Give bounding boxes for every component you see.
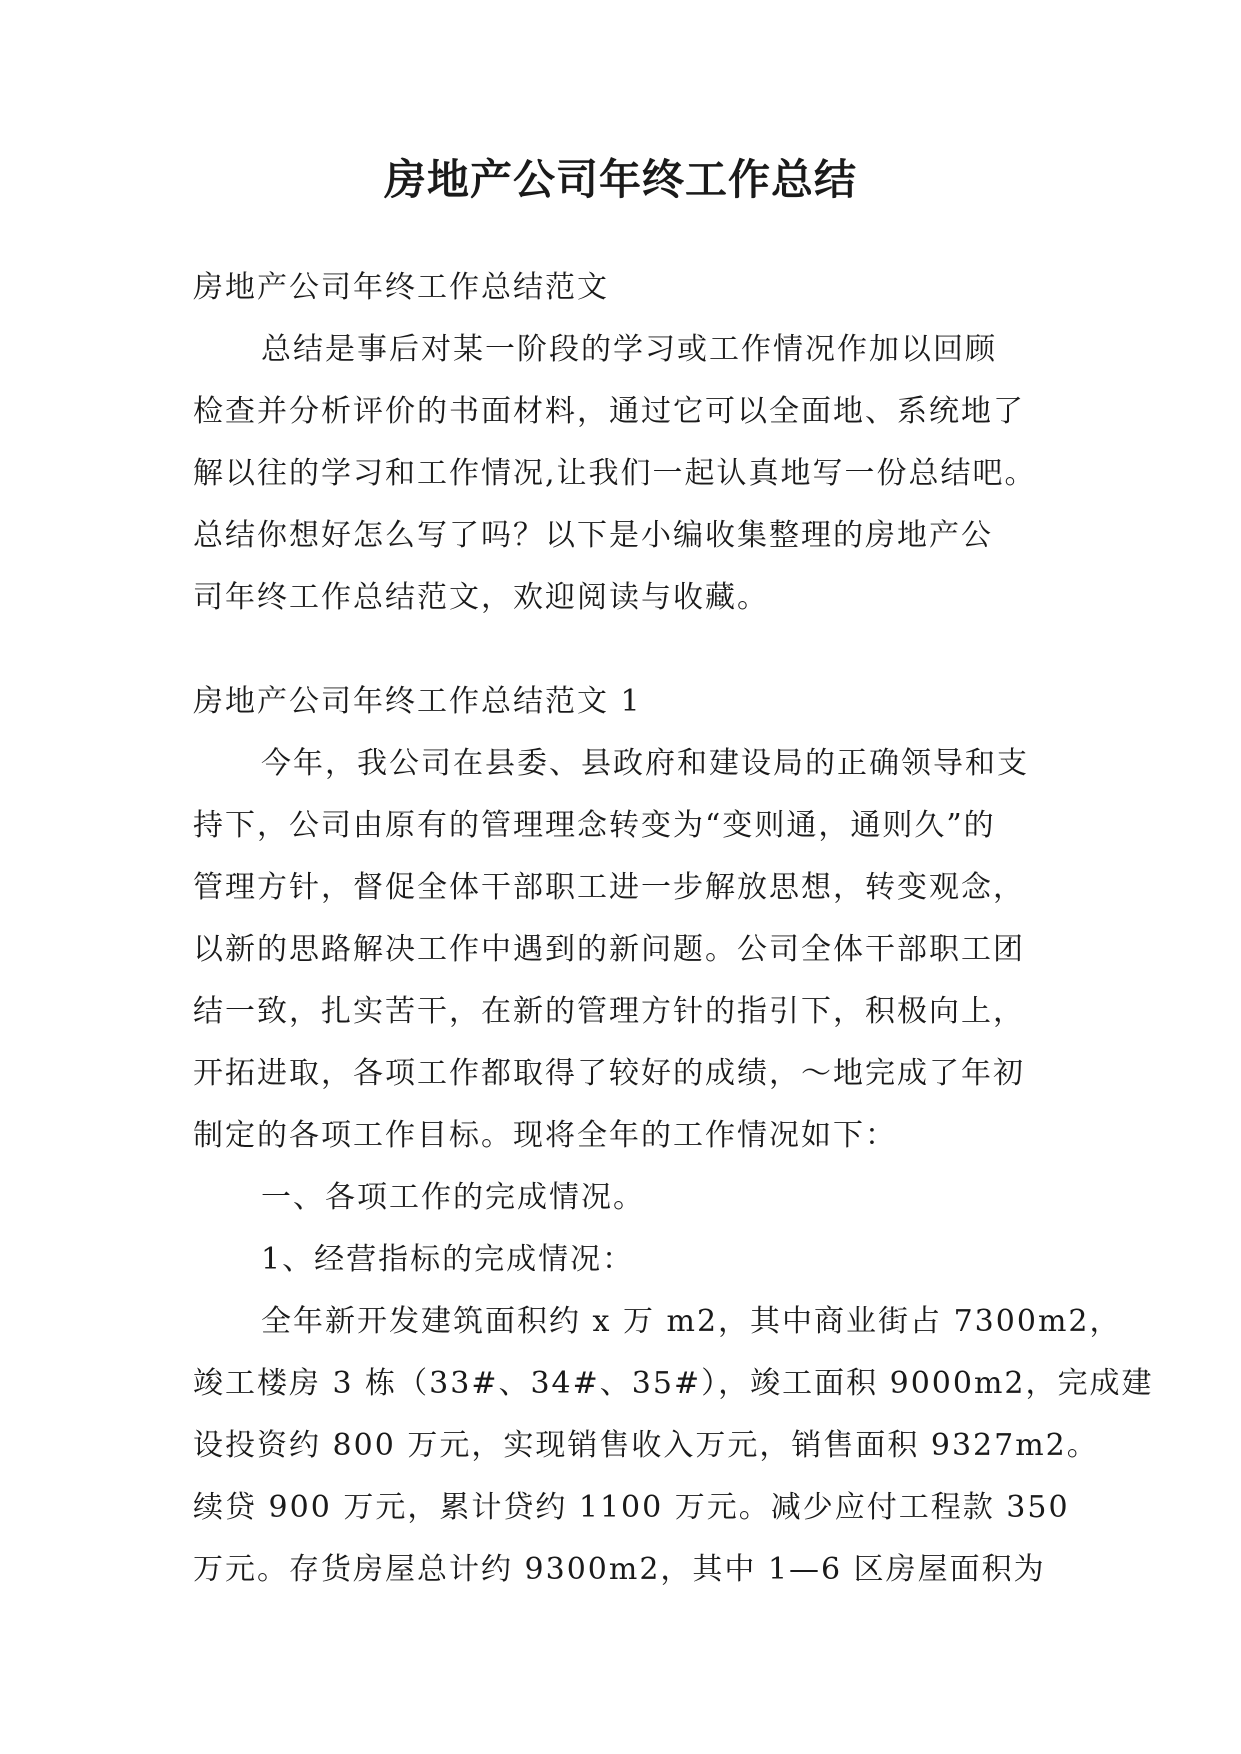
section-heading: 房地产公司年终工作总结范文 1 xyxy=(193,684,642,719)
document-body xyxy=(193,257,1154,1601)
paragraph-line: 全年新开发建筑面积约 x 万 m2，其中商业街占 7300m2， xyxy=(261,1304,1122,1339)
section-gap xyxy=(193,629,1073,671)
paragraph-line: 制定的各项工作目标。现将全年的工作情况如下： xyxy=(193,1118,897,1153)
paragraph-line: 管理方针，督促全体干部职工进一步解放思想，转变观念， xyxy=(193,870,1025,905)
paragraph-line: 续贷 900 万元，累计贷约 1100 万元。减少应付工程款 350 xyxy=(193,1490,1070,1525)
list-heading: 一、各项工作的完成情况。 xyxy=(261,1180,645,1215)
paragraph-line: 万元。存货房屋总计约 9300m2，其中 1—6 区房屋面积为 xyxy=(193,1552,1046,1587)
paragraph-line: 持下，公司由原有的管理理念转变为“变则通，通则久”的 xyxy=(193,808,996,843)
paragraph-line: 开拓进取，各项工作都取得了较好的成绩，～地完成了年初 xyxy=(193,1056,1025,1091)
section-heading: 房地产公司年终工作总结范文 xyxy=(193,270,609,305)
document-title: 房地产公司年终工作总结 xyxy=(383,155,857,204)
paragraph-line: 总结你想好怎么写了吗？以下是小编收集整理的房地产公 xyxy=(193,518,993,553)
paragraph-line: 以新的思路解决工作中遇到的新问题。公司全体干部职工团 xyxy=(193,932,1025,967)
paragraph-line: 结一致，扎实苦干，在新的管理方针的指引下，积极向上， xyxy=(193,994,1025,1029)
paragraph-line: 解以往的学习和工作情况,让我们一起认真地写一份总结吧。 xyxy=(193,456,1037,491)
paragraph-line: 竣工楼房 3 栋（33#、34#、35#），竣工面积 9000m2，完成建 xyxy=(193,1366,1154,1401)
paragraph-line: 检查并分析评价的书面材料，通过它可以全面地、系统地了 xyxy=(193,394,1025,429)
paragraph-line: 司年终工作总结范文，欢迎阅读与收藏。 xyxy=(193,580,769,615)
list-subheading: 1、经营指标的完成情况： xyxy=(261,1242,635,1277)
paragraph-line: 今年，我公司在县委、县政府和建设局的正确领导和支 xyxy=(261,746,1029,781)
paragraph-line: 设投资约 800 万元，实现销售收入万元，销售面积 9327m2。 xyxy=(193,1428,1099,1463)
paragraph-line: 总结是事后对某一阶段的学习或工作情况作加以回顾 xyxy=(261,332,997,367)
